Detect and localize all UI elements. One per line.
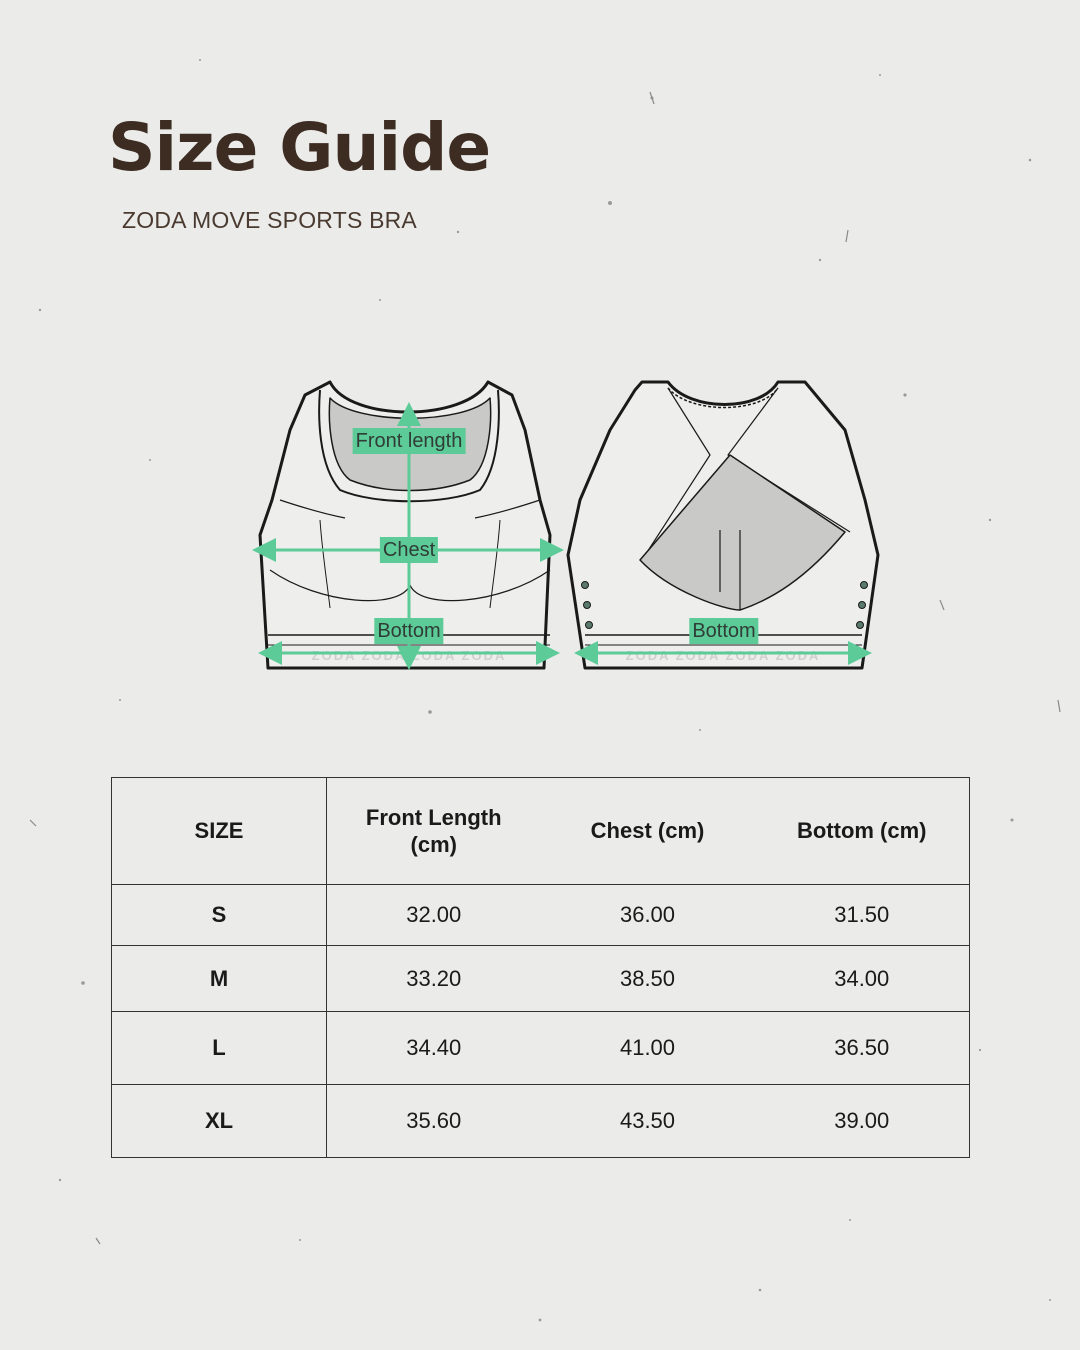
bottom-cell: 39.00 bbox=[755, 1085, 970, 1158]
chest-cell: 43.50 bbox=[541, 1085, 755, 1158]
table-row bbox=[112, 946, 970, 1012]
column-header-front-length: Front Length (cm) bbox=[327, 778, 541, 885]
front-band-text: ZODA ZODA ZODA ZODA bbox=[311, 648, 507, 663]
bottom-cell: 34.00 bbox=[755, 946, 970, 1012]
front-length-cell: 34.40 bbox=[327, 1012, 541, 1085]
size-cell: XL bbox=[112, 1085, 327, 1158]
back-band-text: ZODA ZODA ZODA ZODA bbox=[625, 648, 821, 663]
size-cell: M bbox=[112, 946, 327, 1012]
page-title: Size Guide bbox=[108, 109, 491, 186]
table-header-row bbox=[112, 778, 970, 885]
back-bottom-label: Bottom bbox=[689, 618, 758, 644]
table-row bbox=[112, 1012, 970, 1085]
chest-cell: 41.00 bbox=[541, 1012, 755, 1085]
column-header-size: SIZE bbox=[112, 778, 327, 885]
garment-diagram bbox=[250, 370, 890, 680]
bra-technical-drawing bbox=[250, 370, 890, 680]
table-row bbox=[112, 1085, 970, 1158]
bottom-cell: 36.50 bbox=[755, 1012, 970, 1085]
front-length-cell: 35.60 bbox=[327, 1085, 541, 1158]
front-length-cell: 32.00 bbox=[327, 885, 541, 946]
size-chart-table bbox=[111, 777, 970, 1158]
size-cell: S bbox=[112, 885, 327, 946]
front-bottom-label: Bottom bbox=[374, 618, 443, 644]
front-length-cell: 33.20 bbox=[327, 946, 541, 1012]
chest-cell: 36.00 bbox=[541, 885, 755, 946]
chest-cell: 38.50 bbox=[541, 946, 755, 1012]
column-header-chest: Chest (cm) bbox=[541, 778, 755, 885]
product-name: ZODA MOVE SPORTS BRA bbox=[122, 207, 417, 233]
bottom-cell: 31.50 bbox=[755, 885, 970, 946]
chest-label: Chest bbox=[380, 537, 438, 563]
table-row bbox=[112, 885, 970, 946]
front-length-label: Front length bbox=[353, 428, 466, 454]
column-header-bottom: Bottom (cm) bbox=[755, 778, 970, 885]
size-cell: L bbox=[112, 1012, 327, 1085]
